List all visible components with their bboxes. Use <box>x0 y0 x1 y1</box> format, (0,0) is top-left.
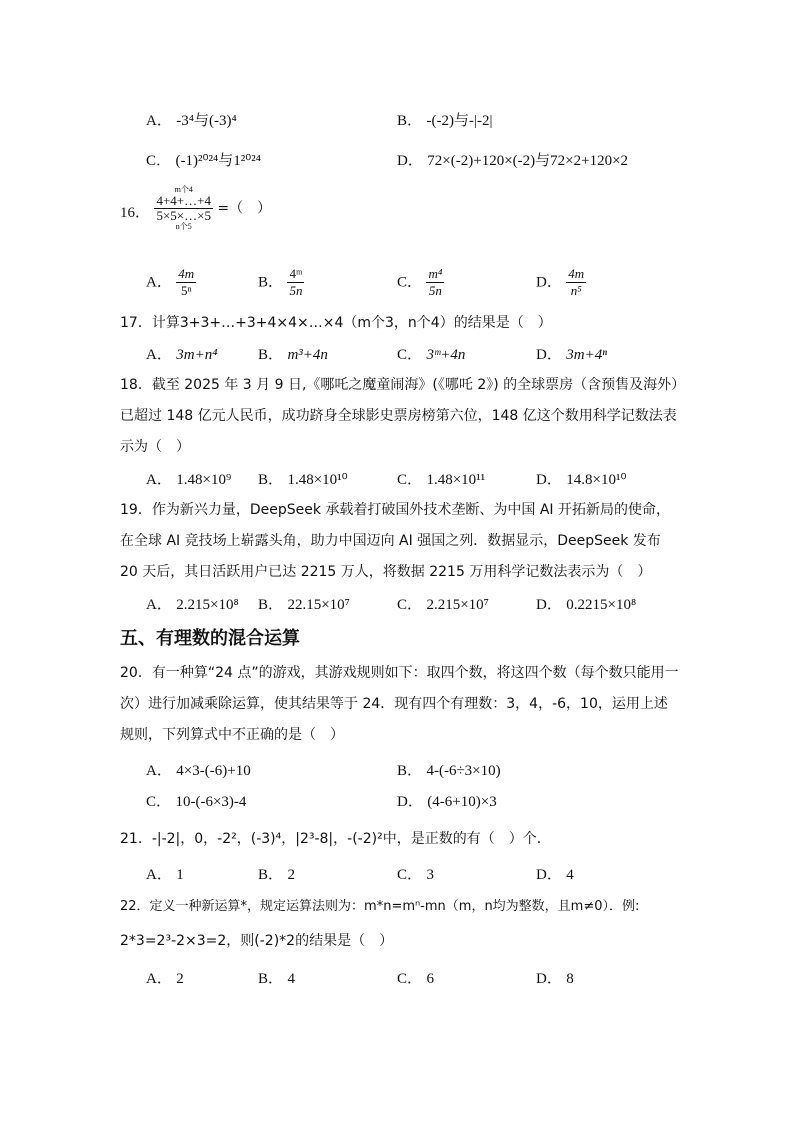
option-text: 2 <box>176 971 184 987</box>
q19-option-b <box>258 593 350 614</box>
option-label: A． <box>146 274 172 291</box>
option-label: C． <box>146 794 172 810</box>
option-fraction <box>176 266 196 299</box>
option-label: A． <box>146 867 172 883</box>
q18-option-c <box>397 468 485 489</box>
option-text: 2.215×10⁷ <box>426 597 489 613</box>
option-label: D． <box>536 347 562 363</box>
option-label: B． <box>258 971 284 987</box>
section-title: 五、有理数的混合运算 <box>120 628 300 649</box>
option-text: 6 <box>426 971 434 987</box>
q17-stem: 17．计算3+3+…+3+4×4×…×4（m个3，n个4）的结果是（ ） <box>120 315 552 331</box>
option-label: C． <box>397 971 423 987</box>
q16-tail: =（ ） <box>217 200 272 217</box>
option-fraction <box>426 266 444 299</box>
option-label: A． <box>146 347 172 363</box>
option-label: D． <box>536 597 562 613</box>
q21-option-b <box>258 863 295 884</box>
option-text: 4×3-(-6)+10 <box>176 763 251 779</box>
option-text: (4-6+10)×3 <box>427 794 497 810</box>
q17-option-c <box>397 343 465 364</box>
option-text: 1 <box>176 867 184 883</box>
option-text: 4 <box>287 971 295 987</box>
option-text: 4 <box>566 867 574 883</box>
option-text: -(-2)与-|-2| <box>426 113 493 129</box>
option-label: D． <box>536 472 562 488</box>
q18-option-b <box>258 468 348 489</box>
question-number: 16． <box>120 204 151 221</box>
option-label: C． <box>397 867 423 883</box>
option-text: 1.48×10⁹ <box>176 472 232 488</box>
q16-stem <box>120 186 271 231</box>
option-label: D． <box>397 153 423 169</box>
option-text: 3m+4ⁿ <box>566 347 607 363</box>
option-label: D． <box>536 971 562 987</box>
q19-option-a <box>146 593 239 614</box>
fraction-denominator: n⁵ <box>566 282 586 299</box>
q15-option-c <box>146 149 261 170</box>
q16-option-c <box>397 266 444 299</box>
option-label: B． <box>258 867 284 883</box>
q20-option-c <box>146 790 246 811</box>
q19-option-d <box>536 593 636 614</box>
option-label: B． <box>258 472 284 488</box>
option-text: 10-(-6×3)-4 <box>175 794 247 810</box>
option-label: A． <box>146 113 172 129</box>
option-text: 2.215×10⁸ <box>176 597 239 613</box>
option-text: 72×(-2)+120×(-2)与72×2+120×2 <box>427 153 629 169</box>
fraction-numerator: 4+4+…+4 <box>156 193 211 208</box>
fraction-denominator: 5n <box>426 282 444 299</box>
q20-option-d <box>397 790 497 811</box>
option-fraction <box>287 266 304 299</box>
q15-option-d <box>397 149 628 170</box>
fraction-denominator: 5ⁿ <box>176 282 196 299</box>
option-text: 1.48×10¹⁰ <box>287 472 348 488</box>
option-text: 3m+n⁴ <box>176 347 218 363</box>
den-brace-label: n个5 <box>175 222 192 231</box>
q15-option-a <box>146 109 237 130</box>
q22-option-d <box>536 967 574 988</box>
q15-option-b <box>397 109 492 130</box>
q16-option-a <box>146 266 196 299</box>
option-text: 3ᵐ+4n <box>426 347 466 363</box>
q18-option-a <box>146 468 231 489</box>
q19-stem: 19．作为新兴力量，DeepSeek 承载着打破国外技术垄断、为中国 AI 开拓新局的使命，在全球 AI 竞技场上崭露头角，助力中国迈向 AI 强国之列．数据显示，DeepSeek 发布 20 天后，其日活跃用户已达 2215 万人，将数据 2215 万用科学记数法表示为（ ） <box>120 502 670 580</box>
fraction-numerator: 4ᵐ <box>289 266 303 281</box>
option-label: B． <box>397 113 423 129</box>
option-fraction <box>566 266 586 299</box>
option-text: 4-(-6÷3×10) <box>426 763 501 779</box>
option-label: B． <box>258 597 284 613</box>
q17-option-d <box>536 343 607 364</box>
q21-option-d <box>536 863 574 884</box>
q22-option-c <box>397 967 434 988</box>
option-label: C． <box>397 597 423 613</box>
option-label: C． <box>397 274 423 291</box>
num-brace-label: m个4 <box>174 185 193 194</box>
q16-option-d <box>536 266 586 299</box>
option-text: 22.15×10⁷ <box>287 597 350 613</box>
q22-stem-line2: 2*3=2³-2×3=2，则(-2)*2的结果是（ ） <box>120 933 394 949</box>
q20-option-a <box>146 759 251 780</box>
q21-option-a <box>146 863 184 884</box>
option-label: D． <box>397 794 423 810</box>
q22-option-a <box>146 967 184 988</box>
fraction-numerator: 4m <box>178 266 195 281</box>
q21-option-c <box>397 863 434 884</box>
q18-option-d <box>536 468 627 489</box>
option-label: A． <box>146 472 172 488</box>
option-text: 14.8×10¹⁰ <box>566 472 627 488</box>
q22-option-b <box>258 967 295 988</box>
option-label: B． <box>397 763 423 779</box>
option-text: -3⁴与(-3)⁴ <box>176 113 237 129</box>
option-label: C． <box>397 347 423 363</box>
option-text: 2 <box>287 867 295 883</box>
q17-option-b <box>258 343 328 364</box>
q20-stem: 20．有一种算“24 点”的游戏，其游戏规则如下：取四个数，将这四个数（每个数只能用一次）进行加减乘除运算，使其结果等于 24．现有四个有理数：3，4，-6，10，运用上述规则，下列算式中不正确的是（ ） <box>120 665 679 743</box>
option-text: 8 <box>566 971 574 987</box>
fraction-numerator: 4m <box>568 266 585 281</box>
option-label: A． <box>146 763 172 779</box>
option-label: C． <box>146 153 172 169</box>
fraction-denominator: 5×5×…×5 <box>156 208 211 223</box>
fraction-denominator: 5n <box>289 283 303 298</box>
option-text: m³+4n <box>287 347 328 363</box>
q21-stem: 21．-|-2|，0，-2²，(-3)⁴，|2³-8|，-(-2)²中，是正数的有（ ）个． <box>120 831 551 847</box>
q19-option-c <box>397 593 489 614</box>
option-label: A． <box>146 971 172 987</box>
option-label: B． <box>258 274 284 291</box>
q22-stem-line1: 22．定义一种新运算*，规定运算法则为：m*n=mⁿ-mn（m，n均为整数，且m≠0）．例: <box>120 899 640 914</box>
q16-option-b <box>258 266 304 299</box>
option-label: D． <box>536 274 562 291</box>
option-text: 0.2215×10⁸ <box>566 597 637 613</box>
option-text: 1.48×10¹¹ <box>426 472 486 488</box>
option-text: 3 <box>426 867 434 883</box>
option-label: C． <box>397 472 423 488</box>
fraction-numerator: m⁴ <box>428 266 443 281</box>
q17-option-a <box>146 343 217 364</box>
q16-fraction <box>154 186 213 231</box>
option-label: D． <box>536 867 562 883</box>
option-text: (-1)²⁰²⁴与1²⁰²⁴ <box>175 153 261 169</box>
option-label: B． <box>258 347 284 363</box>
q20-option-b <box>397 759 501 780</box>
option-label: A． <box>146 597 172 613</box>
q18-stem: 18．截至 2025 年 3 月 9 日,《哪吒之魔童闹海》(《哪吒 2》) 的全球票房（含预售及海外）已超过 148 亿元人民币，成功跻身全球影史票房榜第六位，148 亿这个数用科学记数法表示为（ ） <box>120 377 679 455</box>
